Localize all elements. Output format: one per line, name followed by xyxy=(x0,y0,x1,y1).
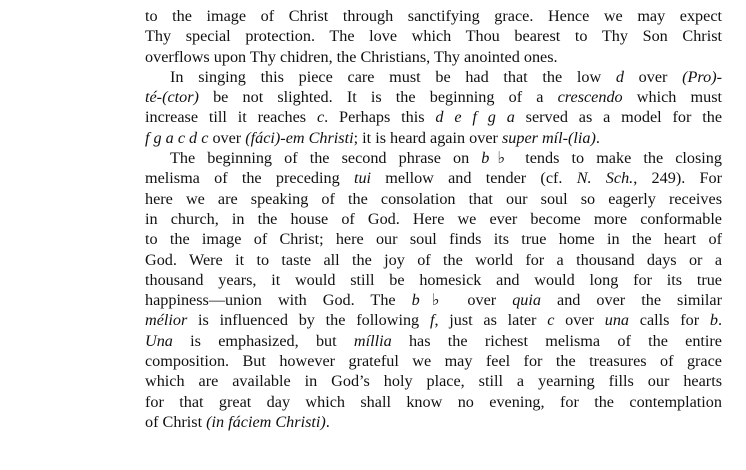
italic-text: N. Sch. xyxy=(576,169,634,188)
italic-text: c xyxy=(547,311,555,330)
text-run: which are available in God’s holy place, still a yearning fills our hearts xyxy=(145,372,722,391)
paragraph-2 xyxy=(145,67,722,148)
text-run: served as a model for the xyxy=(514,108,723,127)
italic-text: té-(ctor) xyxy=(145,88,199,107)
text-line xyxy=(145,310,722,330)
paragraph-3 xyxy=(145,148,722,432)
text-run: melisma of the preceding xyxy=(145,169,354,188)
text-line xyxy=(145,290,722,310)
text-line xyxy=(145,331,722,351)
italic-text: (in fáciem Christi) xyxy=(206,412,326,431)
text-run: . xyxy=(325,412,330,431)
text-run: is influenced by the following xyxy=(187,311,430,330)
italic-text: Una xyxy=(145,331,173,350)
italic-text: d xyxy=(615,67,624,86)
text-run: over xyxy=(623,67,683,86)
italic-text: f g a c d c xyxy=(145,128,209,147)
text-run: and over the similar xyxy=(540,291,723,310)
text-run: , 249). For xyxy=(633,169,722,188)
text-run: . xyxy=(595,128,600,147)
text-run: calls for xyxy=(629,311,710,330)
text-line xyxy=(145,128,722,148)
text-line xyxy=(145,87,722,107)
text-run: to the image of Christ; here our soul finds its true home in the heart of xyxy=(145,230,722,249)
italic-text: b♭ xyxy=(411,291,452,310)
italic-text: quia xyxy=(512,291,541,310)
text-line xyxy=(145,351,722,371)
text-line xyxy=(145,250,722,270)
text-line xyxy=(145,47,722,67)
text-run: happiness—union with God. The xyxy=(145,291,412,310)
italic-text: (fáci)-em Christi xyxy=(245,128,354,147)
text-run: overflows upon Thy chidren, the Christians, Thy anointed ones. xyxy=(145,47,558,66)
italic-text: míllia xyxy=(353,331,392,350)
italic-text: mélior xyxy=(145,311,188,330)
text-run: . Perhaps this xyxy=(324,108,436,127)
text-line xyxy=(145,168,722,188)
text-line xyxy=(145,6,722,26)
italic-text: (Pro)- xyxy=(682,67,722,86)
text-run: , just as later xyxy=(434,311,548,330)
italic-text: b xyxy=(709,311,718,330)
text-run: of Christ xyxy=(145,412,207,431)
text-run: over xyxy=(208,128,246,147)
text-run: be not slighted. It is the beginning of a xyxy=(198,88,558,107)
text-run: The beginning of the second phrase on xyxy=(170,149,482,168)
italic-text: tui xyxy=(353,169,372,188)
italic-text: d e f g a xyxy=(435,108,515,127)
italic-text: f xyxy=(429,311,435,330)
text-line xyxy=(145,270,722,290)
text-line xyxy=(145,392,722,412)
text-run: Thy special protection. The love which Thou bearest to Thy Son Christ xyxy=(145,27,722,46)
text-run: . xyxy=(717,311,722,330)
text-run: ; it is heard again over xyxy=(353,128,502,147)
text-run: God. Were it to taste all the joy of the world for a thousand days or a xyxy=(145,250,722,269)
text-line xyxy=(145,26,722,46)
page-text xyxy=(145,6,722,432)
text-line xyxy=(145,107,722,127)
text-run: In singing this piece care must be had that the low xyxy=(170,67,616,86)
text-run: for that great day which shall know no evening, for the contemplation xyxy=(145,392,722,411)
italic-text: b♭ xyxy=(481,149,514,168)
italic-text: crescendo xyxy=(557,88,623,107)
text-run: mellow and tender (cf. xyxy=(371,169,577,188)
text-run: has the richest melisma of the entire xyxy=(391,331,722,350)
italic-text: una xyxy=(604,311,629,330)
paragraph-1 xyxy=(145,6,722,67)
text-line xyxy=(145,67,722,87)
text-run: composition. But however grateful we may feel for the treasures of grace xyxy=(145,352,722,371)
text-run: which must xyxy=(622,88,723,107)
text-run: here we are speaking of the consolation that our soul so eagerly receives xyxy=(145,189,722,208)
text-run: is emphasized, but xyxy=(172,331,354,350)
text-run: over xyxy=(451,291,513,310)
text-line xyxy=(145,371,722,391)
italic-text: super míl-(lia) xyxy=(501,128,596,147)
text-line xyxy=(145,148,722,168)
italic-text: c xyxy=(316,108,325,127)
text-run: thousand years, it would still be homesick and would long for its true xyxy=(145,270,722,289)
text-line xyxy=(145,412,722,432)
text-line xyxy=(145,229,722,249)
text-run: tends to make the closing xyxy=(513,149,722,168)
text-run: in church, in the house of God. Here we ever become more conformable xyxy=(145,209,722,228)
text-line xyxy=(145,189,722,209)
text-run: increase till it reaches xyxy=(145,108,317,127)
text-line xyxy=(145,209,722,229)
text-run: over xyxy=(554,311,605,330)
text-run: to the image of Christ through sanctifying grace. Hence we may expect xyxy=(145,7,722,25)
